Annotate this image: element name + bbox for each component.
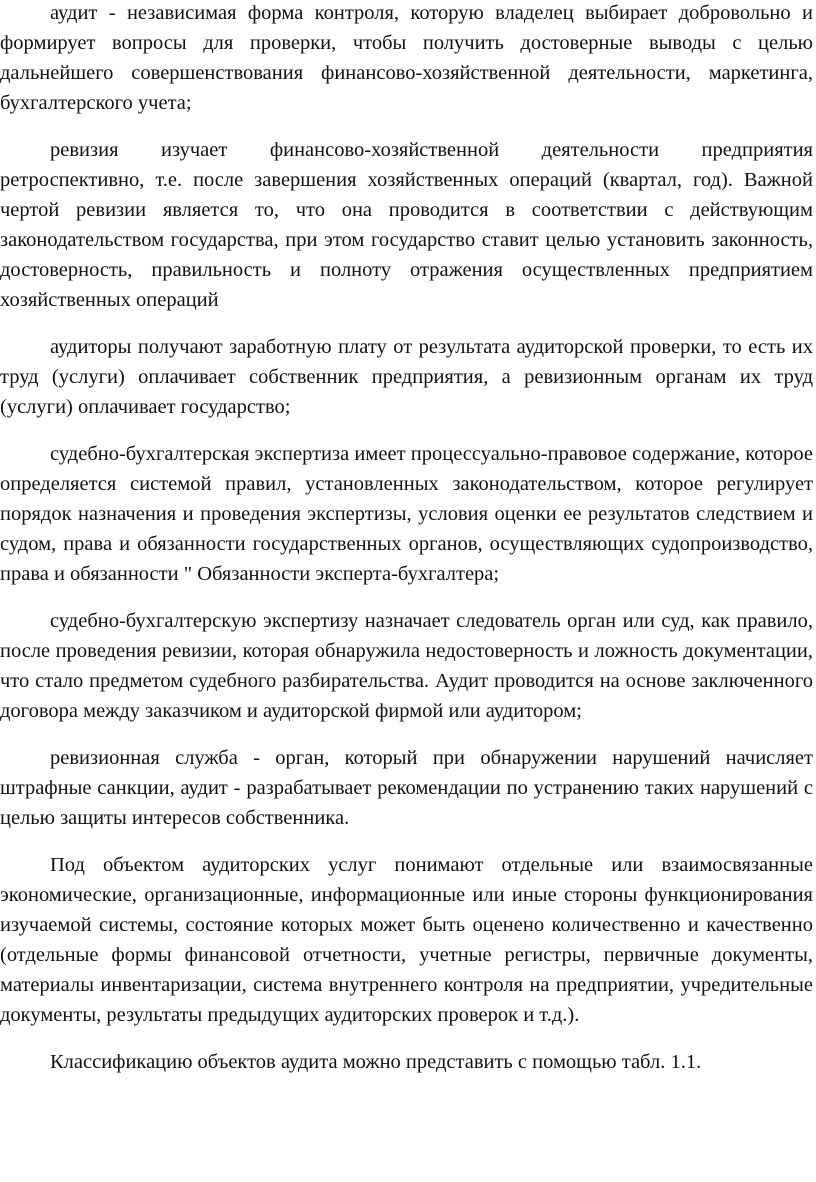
paragraph-revision-service: ревизионная служба - орган, который при обнаружении нарушений начисляет штрафные санкции, аудит - разрабатывает рекомендации по устранению таких нарушений с целью защиты интересов собственника.	[0, 747, 813, 829]
paragraph-audit-definition: аудит - независимая форма контроля, которую владелец выбирает добровольно и формирует вопросы для проверки, чтобы получить достоверные выводы с целью дальнейшего совершенствования финансово-хозяйственной деятельности, маркетинга, бухгалтерского учета;	[0, 2, 813, 114]
paragraph-forensic-expertise-appointment: судебно-бухгалтерскую экспертизу назначает следователь орган или суд, как правило, после проведения ревизии, которая обнаружила недостоверность и ложность документации, что стало предметом судебного разбирательства. Аудит проводится на основе заключенного договора между заказчиком и аудиторской фирмой или аудитором;	[0, 610, 813, 722]
paragraph-audit-object: Под объектом аудиторских услуг понимают отдельные или взаимосвязанные экономические, организационные, информационные или иные стороны функционирования изучаемой системы, состояние которых может быть оценено количественно и качественно (отдельные формы финансовой отчетности, учетные регистры, первичные документы, материалы инвентаризации, система внутреннего контроля на предприятии, учредительные документы, результаты предыдущих аудиторских проверок и т.д.).	[0, 854, 813, 1026]
paragraph-classification-reference: Классификацию объектов аудита можно представить с помощью табл. 1.1.	[50, 1051, 702, 1073]
paragraph-forensic-expertise-content: судебно-бухгалтерская экспертиза имеет процессуально-правовое содержание, которое определяется системой правил, установленных законодательством, которое регулирует порядок назначения и проведения экспертизы, условия оценки ее результатов следствием и судом, права и обязанности государственных органов, осуществляющих судопроизводство, права и обязанности " Обязанности эксперта-бухгалтера;	[0, 443, 813, 585]
paragraph-auditors-payment: аудиторы получают заработную плату от результата аудиторской проверки, то есть их труд (услуги) оплачивает собственник предприятия, а ревизионным органам их труд (услуги) оплачивает государство;	[0, 336, 813, 418]
paragraph-revision-definition: ревизия изучает финансово-хозяйственной деятельности предприятия ретроспективно, т.е. после завершения хозяйственных операций (квартал, год). Важной чертой ревизии является то, что она проводится в соответствии с действующим законодательством государства, при этом государство ставит целью установить законность, достоверность, правильность и полноту отражения осуществленных предприятием хозяйственных операций	[0, 139, 813, 311]
